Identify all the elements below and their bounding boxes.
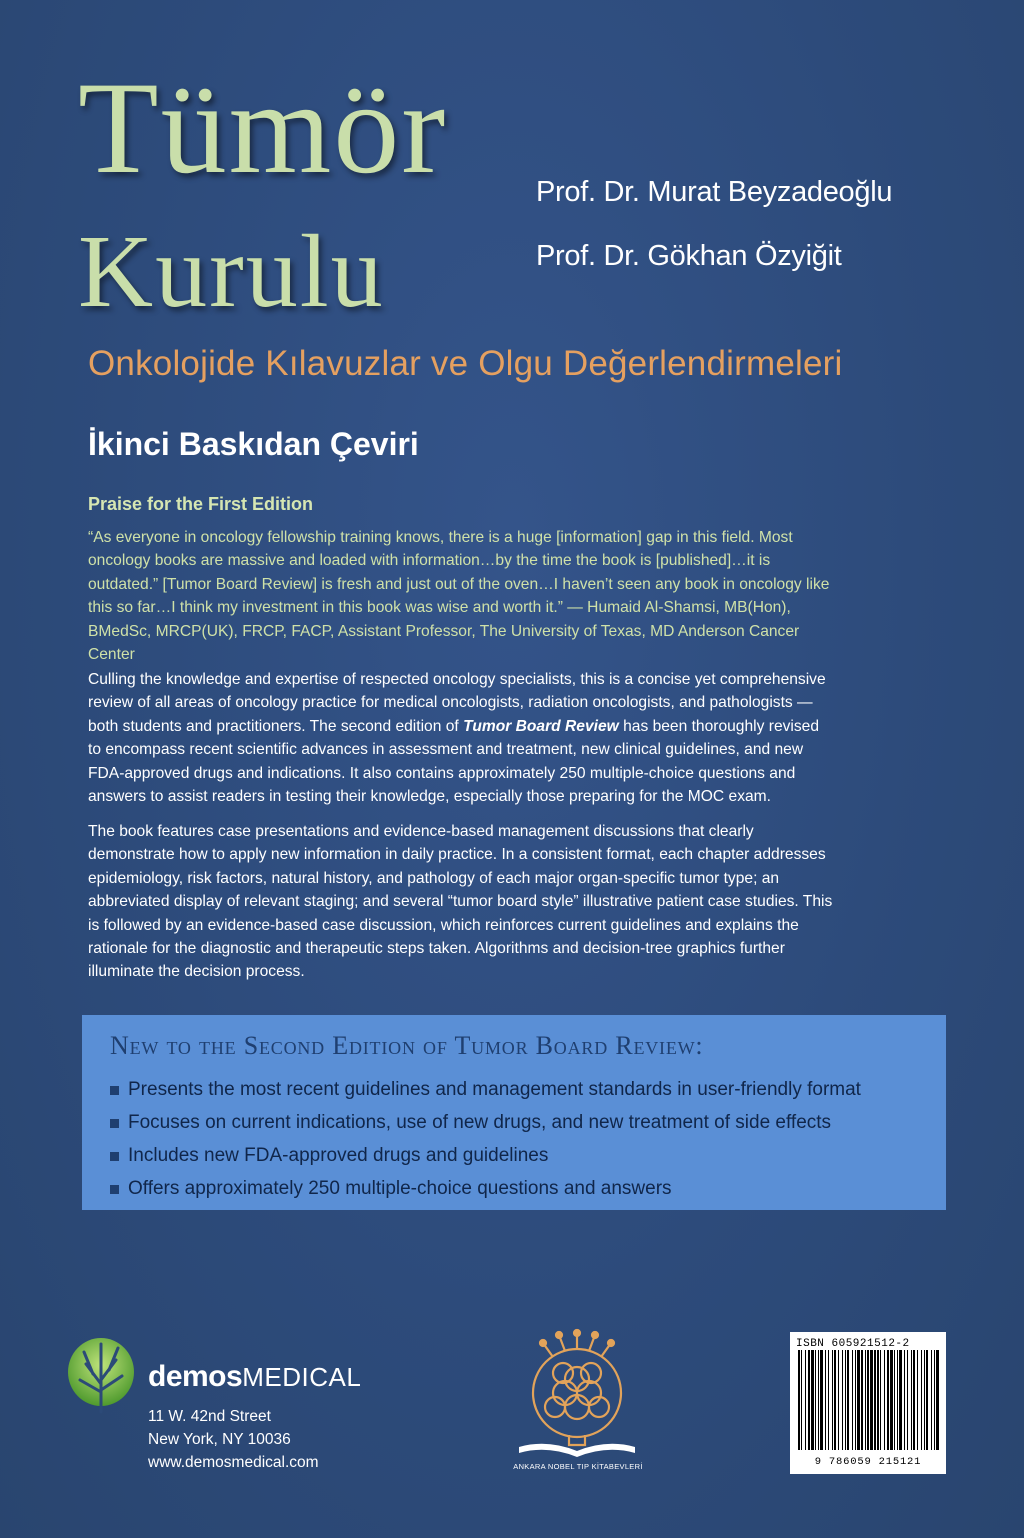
book-title-line-1: Tümör	[78, 54, 448, 201]
book-subtitle: Onkolojide Kılavuzlar ve Olgu Değerlendirmeleri	[88, 344, 843, 383]
barcode-bar	[855, 1350, 856, 1450]
barcode-bar	[877, 1350, 879, 1450]
barcode-bar	[815, 1350, 816, 1450]
barcode-bar	[845, 1350, 846, 1450]
brand-bold: demos	[148, 1360, 243, 1393]
barcode-bar	[899, 1350, 902, 1450]
new-edition-box	[82, 1015, 946, 1210]
barcode-bar	[894, 1350, 895, 1450]
barcode-bar	[865, 1350, 866, 1450]
barcode-bar	[931, 1350, 932, 1450]
edition-note: İkinci Baskıdan Çeviri	[88, 426, 419, 462]
barcode-digits: 9 786059 215121	[814, 1456, 922, 1468]
barcode-bar	[934, 1350, 935, 1450]
square-bullet-icon	[110, 1086, 119, 1095]
barcode-bar	[874, 1350, 876, 1450]
list-item	[110, 1106, 946, 1139]
publisher-brand	[148, 1360, 361, 1394]
new-edition-heading: New to the Second Edition of Tumor Board Review:	[110, 1031, 704, 1060]
barcode-bar	[917, 1350, 918, 1450]
barcode-bar	[857, 1350, 860, 1450]
barcode-bar	[818, 1350, 819, 1450]
author-1: Prof. Dr. Murat Beyzadeoğlu	[536, 176, 893, 208]
barcode-bar	[897, 1350, 898, 1450]
barcode-bar	[887, 1350, 889, 1450]
barcode-bar	[825, 1350, 826, 1450]
barcode-bar	[834, 1350, 836, 1450]
barcode-bars-icon	[796, 1350, 940, 1450]
barcode-bar	[842, 1350, 843, 1450]
square-bullet-icon	[110, 1185, 119, 1194]
barcode-bar	[838, 1350, 839, 1450]
praise-quote: “As everyone in oncology fellowship training knows, there is a huge [information] gap in this field. Most oncology books are massive and loaded with information…by the time the book is [published]…it is outdated.” [Tumor Board Review] is fresh and just out of the oven…I haven’t seen any book in oncology like this so far…I think my investment in this book was wise and worth it.” — Humaid Al-Shamsi, MB(Hon), BMedSc, MRCP(UK), FRCP, FACP, Assistant Professor, The University of Texas, MD Anderson Cancer Center	[88, 529, 830, 664]
barcode-bar	[921, 1350, 922, 1450]
list-item	[110, 1073, 946, 1106]
barcode-bar	[798, 1350, 800, 1450]
praise-heading: Praise for the First Edition	[88, 494, 314, 514]
new-edition-list	[110, 1073, 946, 1205]
square-bullet-icon	[110, 1119, 119, 1128]
list-item	[110, 1172, 946, 1205]
description-paragraph-2: The book features case presentations and evidence-based management discussions that clearly demonstrate how to apply new information in daily practice. In a consistent format, each chapter addresses epidemiology, risk factors, natural history, and pathology of each major organ-specific tumor type; an abbreviated display of relevant staging; and several “tumor board style” illustrative patient case studies. This is followed by an evidence-based case discussion, which reinforces current guidelines and explains the rationale for the diagnostic and therapeutic steps taken. Algorithms and decision-tree graphics further illuminate the decision process.	[88, 823, 833, 981]
address-website: www.demosmedical.com	[148, 1454, 319, 1471]
isbn-barcode	[790, 1332, 946, 1474]
barcode-bar	[852, 1350, 853, 1450]
square-bullet-icon	[110, 1152, 119, 1161]
barcode-bar	[828, 1350, 829, 1450]
barcode-bar	[847, 1350, 849, 1450]
list-item-text: Presents the most recent guidelines and management standards in user-friendly format	[128, 1079, 861, 1100]
address-city: New York, NY 10036	[148, 1431, 291, 1448]
barcode-bar	[911, 1350, 912, 1450]
list-item	[110, 1139, 946, 1172]
barcode-bar	[890, 1350, 893, 1450]
tree-logo-icon	[66, 1336, 136, 1414]
barcode-bar	[811, 1350, 814, 1450]
book-title-reference: Tumor Board Review	[463, 717, 619, 735]
list-item-text: Includes new FDA-approved drugs and guidelines	[128, 1145, 549, 1166]
barcode-bar	[926, 1350, 928, 1450]
barcode-bar	[904, 1350, 905, 1450]
barcode-bar	[870, 1350, 873, 1450]
barcode-bar	[924, 1350, 925, 1450]
barcode-bar	[936, 1350, 939, 1450]
barcode-bar	[907, 1350, 908, 1450]
brand-rest: MEDICAL	[242, 1362, 362, 1392]
barcode-bar	[913, 1350, 915, 1450]
barcode-bar	[884, 1350, 885, 1450]
barcode-bar	[820, 1350, 823, 1450]
distributor-name: ANKARA NOBEL TIP KİTABEVLERİ	[513, 1462, 643, 1471]
nobel-emblem-icon	[507, 1327, 647, 1459]
barcode-bar	[861, 1350, 863, 1450]
barcode-bar	[880, 1350, 881, 1450]
isbn-label: ISBN 605921512-2	[796, 1338, 910, 1350]
address-street: 11 W. 42nd Street	[148, 1408, 271, 1425]
list-item-text: Focuses on current indications, use of new drugs, and new treatment of side effects	[128, 1112, 832, 1133]
book-title-line-2: Kurulu	[78, 214, 385, 329]
barcode-bar	[801, 1350, 802, 1450]
description-paragraph-1	[88, 668, 836, 808]
description-text: Culling the knowledge and expertise of respected oncology specialists, this is a concise yet comprehensive review of all areas of oncology practice for medical oncologists, radiation oncologists, and pathologists — both students and practitioners. The second edition of	[88, 671, 826, 735]
barcode-bar	[867, 1350, 869, 1450]
list-item-text: Offers approximately 250 multiple-choice questions and answers	[128, 1178, 672, 1199]
barcode-bar	[808, 1350, 810, 1450]
barcode-bar	[805, 1350, 806, 1450]
barcode-bar	[832, 1350, 833, 1450]
description-text: has been thoroughly revised to encompass recent scientific advances in assessment and treatment, new clinical guidelines, and new FDA-approved drugs and indications. It also contains approximately 250 multiple-choice questions and answers to assist readers in testing their knowledge, especially those preparing for the MOC exam.	[88, 717, 820, 806]
publisher-address	[148, 1405, 319, 1474]
author-2: Prof. Dr. Gökhan Özyiğit	[536, 240, 842, 272]
